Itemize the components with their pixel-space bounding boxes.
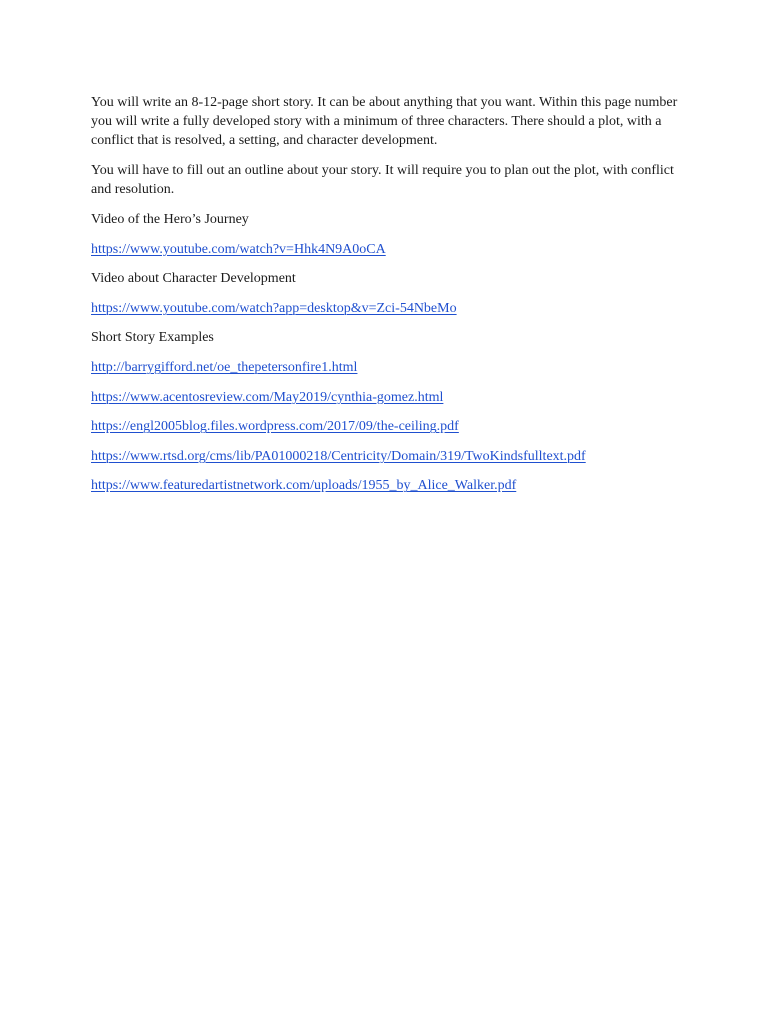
hero-video-heading: Video of the Hero’s Journey — [91, 212, 249, 227]
example-link-ceiling[interactable]: https://engl2005blog.files.wordpress.com/2017/09/the-ceiling.pdf — [91, 419, 459, 435]
example-link-acentos[interactable]: https://www.acentosreview.com/May2019/cynthia-gomez.html — [91, 389, 444, 405]
character-video-heading: Video about Character Development — [91, 271, 296, 287]
character-video-link[interactable]: https://www.youtube.com/watch?app=desktop&v=Zci-54NbeMo — [91, 300, 457, 316]
example-link-gifford[interactable]: http://barrygifford.net/oe_thepetersonfire1.html — [91, 359, 358, 375]
outline-paragraph: You will have to fill out an outline about your story. It will require you to plan out the plot, with conflict and resolution. — [91, 163, 674, 197]
examples-heading: Short Story Examples — [91, 330, 214, 346]
hero-video-link[interactable]: https://www.youtube.com/watch?v=Hhk4N9A0oCA — [91, 241, 386, 257]
example-link-twokinds[interactable]: https://www.rtsd.org/cms/lib/PA01000218/Centricity/Domain/319/TwoKindsfulltext.pdf — [91, 448, 586, 464]
document-body — [91, 93, 691, 506]
example-link-walker[interactable]: https://www.featuredartistnetwork.com/uploads/1955_by_Alice_Walker.pdf — [91, 478, 517, 494]
assignment-paragraph: You will write an 8-12-page short story. It can be about anything that you want. Within this page number you will write a fully developed story with a minimum of three characters. There should a plot, with a conflict that is resolved, a setting, and character development. — [91, 95, 678, 148]
